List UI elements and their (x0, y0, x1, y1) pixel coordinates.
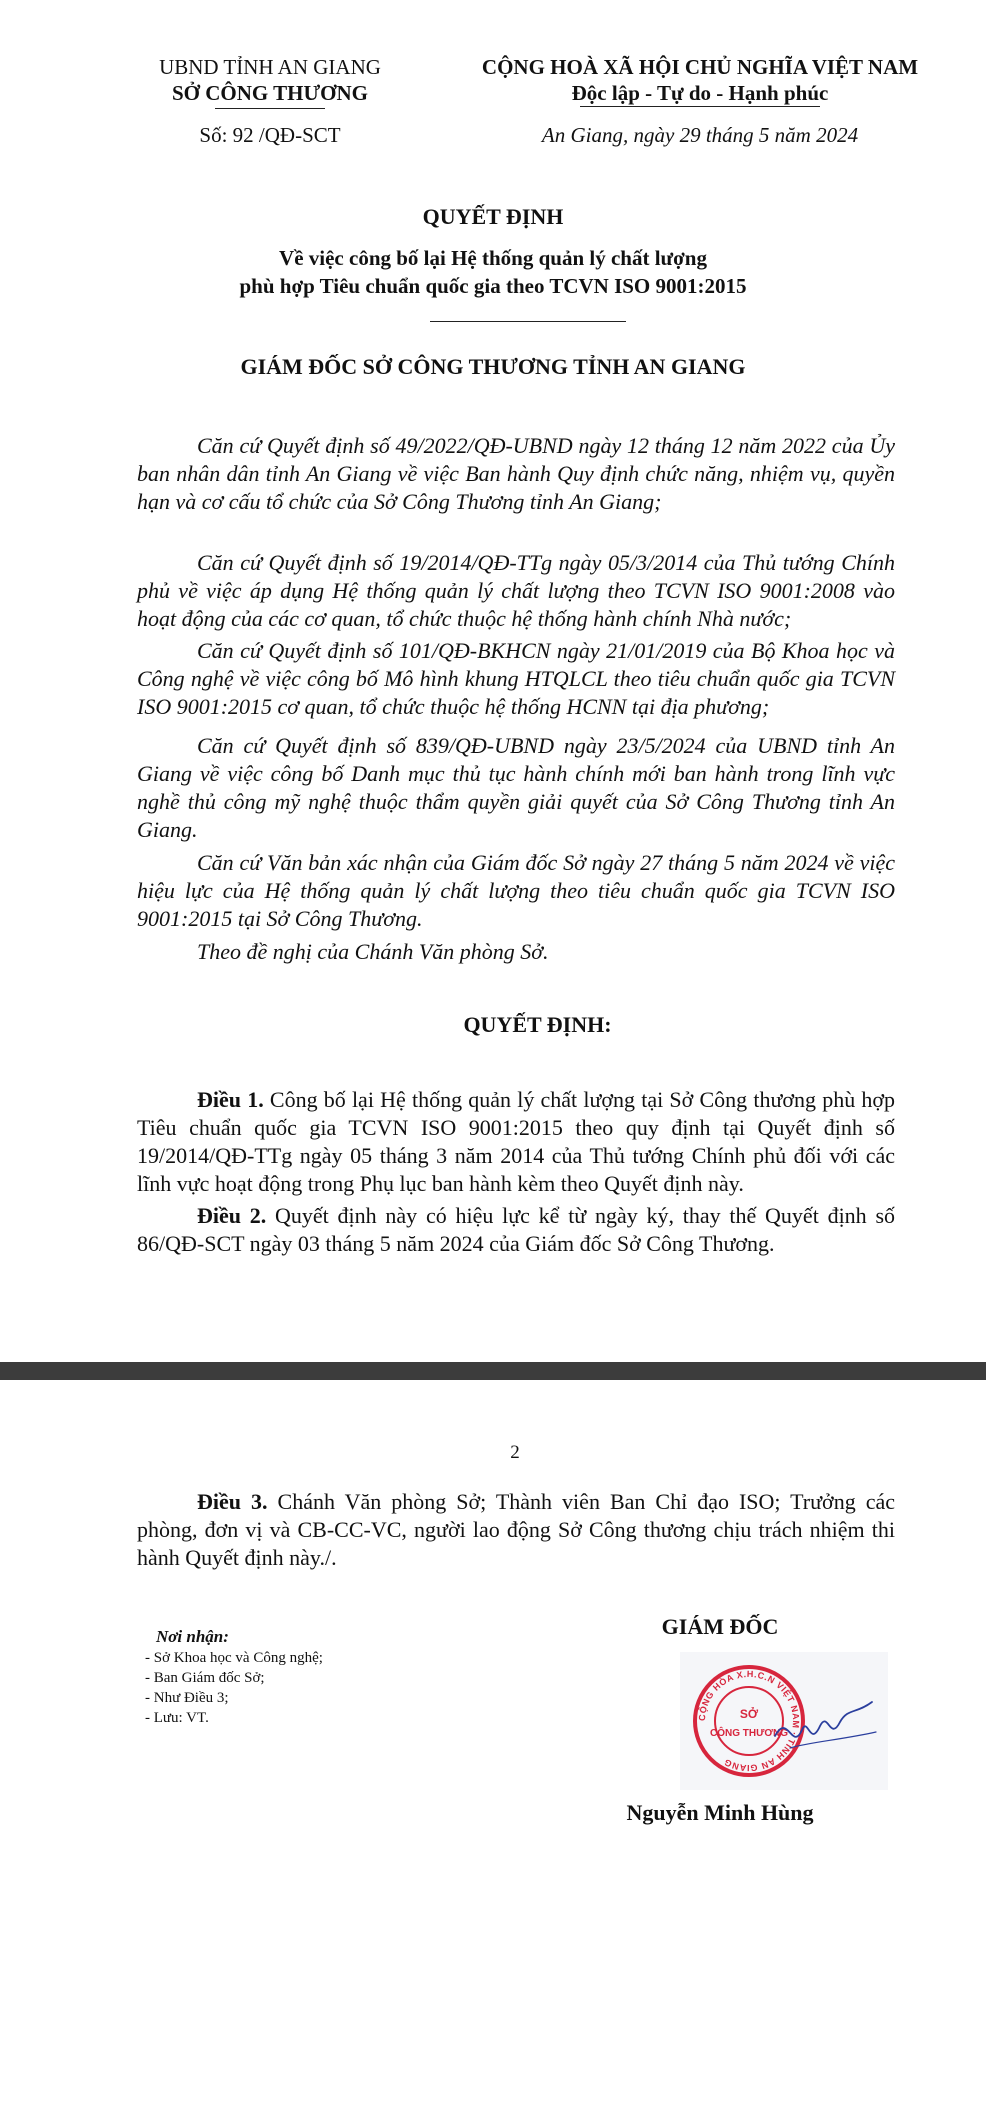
recipients-heading: Nơi nhận: (156, 1627, 229, 1646)
recipients-block (145, 1626, 323, 1728)
motto-underline (580, 106, 820, 107)
signer-name: Nguyễn Minh Hùng (626, 1800, 814, 1825)
preamble-text: Căn cứ Quyết định số 19/2014/QĐ-TTg ngày 05/3/2014 của Thủ tướng Chính phủ về việc áp dụng Hệ thống quản lý chất lượng theo TCVN ISO 9001:2008 vào hoạt động của các cơ quan, tổ chức thuộc hệ thống hành chính Nhà nước; (137, 550, 895, 631)
svg-text:SỞ: SỞ (739, 1707, 759, 1721)
decision-subject (0, 244, 986, 300)
article-3 (137, 1488, 895, 1572)
recipient-item: - Như Điều 3; (145, 1690, 229, 1706)
doc-number: Số: 92 /QĐ-SCT (199, 123, 341, 147)
article-label: Điều 2. (197, 1203, 267, 1228)
article-text: Chánh Văn phòng Sở; Thành viên Ban Chỉ đạo ISO; Trưởng các phòng, đơn vị và CB-CC-VC, người lao động Sở Công thương chịu trách nhiệm thi hành Quyết định này./. (137, 1489, 895, 1570)
article-text: Quyết định này có hiệu lực kể từ ngày ký, thay thế Quyết định số 86/QĐ-SCT ngày 03 tháng 5 năm 2024 của Giám đốc Sở Công Thương. (137, 1203, 896, 1256)
recipient-item: - Sở Khoa học và Công nghệ; (145, 1650, 323, 1666)
org-underline (215, 108, 325, 109)
preamble-item (137, 938, 895, 966)
page-number: 2 (510, 1442, 520, 1463)
article-label: Điều 3. (197, 1489, 268, 1514)
decision-title: QUYẾT ĐỊNH (422, 204, 564, 229)
svg-text:CÔNG THƯƠNG: CÔNG THƯƠNG (710, 1728, 788, 1739)
preamble-text: Căn cứ Văn bản xác nhận của Giám đốc Sở ngày 27 tháng 5 năm 2024 về việc hiệu lực của Hệ thống quản lý chất lượng theo tiêu chuẩn quốc gia TCVN ISO 9001:2015 tại Sở Công Thương. (137, 850, 895, 931)
stamp-area (680, 1652, 888, 1790)
article-2 (137, 1202, 895, 1258)
preamble-text: Căn cứ Quyết định số 49/2022/QĐ-UBND ngày 12 tháng 12 năm 2022 của Ủy ban nhân dân tỉnh An Giang về việc Ban hành Quy định chức năng, nhiệm vụ, quyền hạn và cơ cấu tổ chức của Sở Công Thương tỉnh An Giang; (137, 433, 895, 514)
article-label: Điều 1. (197, 1087, 264, 1112)
decision-heading: QUYẾT ĐỊNH: (463, 1012, 612, 1037)
subject-line1: Về việc công bố lại Hệ thống quản lý chất lượng (279, 246, 707, 270)
title-underline (430, 321, 626, 322)
issuing-authority: GIÁM ĐỐC SỞ CÔNG THƯƠNG TỈNH AN GIANG (240, 354, 746, 379)
recipient-item: - Ban Giám đốc Sở; (145, 1670, 265, 1686)
national-motto: Độc lập - Tự do - Hạnh phúc (571, 81, 829, 105)
article-text: Công bố lại Hệ thống quản lý chất lượng tại Sở Công thương phù hợp Tiêu chuẩn quốc gia TCVN ISO 9001:2015 theo quy định tại Quyết định số 19/2014/QĐ-TTg ngày 05 tháng 3 năm 2014 của Thủ tướng Chính phủ đối với các lĩnh vực hoạt động trong Phụ lục ban hành kèm theo Quyết định này. (137, 1087, 896, 1196)
svg-text:CỘNG HÒA X.H.C.N VIỆT NAM · TỈ (697, 1669, 801, 1773)
preamble-item (137, 637, 895, 721)
signer-title: GIÁM ĐỐC (661, 1614, 779, 1639)
org-line1: UBND TỈNH AN GIANG (159, 55, 381, 79)
document-page-2 (0, 1380, 986, 2126)
subject-line2: phù hợp Tiêu chuẩn quốc gia theo TCVN ISO 9001:2015 (239, 274, 747, 298)
preamble-text: Theo đề nghị của Chánh Văn phòng Sở. (197, 939, 549, 964)
preamble-item (137, 432, 895, 516)
preamble-text: Căn cứ Quyết định số 101/QĐ-BKHCN ngày 21/01/2019 của Bộ Khoa học và Công nghệ về việc công bố Mô hình khung HTQLCL theo tiêu chuẩn quốc gia TCVN ISO 9001:2015 cơ quan, tổ chức thuộc hệ thống HCNN tại địa phương; (137, 638, 895, 719)
preamble-item (137, 549, 895, 633)
stamp-seal (695, 1667, 803, 1775)
place-date: An Giang, ngày 29 tháng 5 năm 2024 (541, 123, 859, 147)
org-block (120, 54, 420, 106)
country-name: CỘNG HOÀ XÃ HỘI CHỦ NGHĨA VIỆT NAM (481, 55, 919, 79)
recipient-item: - Lưu: VT. (145, 1710, 209, 1726)
official-stamp (680, 1652, 888, 1790)
article-1 (137, 1086, 895, 1198)
preamble-item (137, 732, 895, 844)
page-break-divider (0, 1362, 986, 1380)
org-line2: SỞ CÔNG THƯƠNG (171, 81, 369, 105)
preamble-text: Căn cứ Quyết định số 839/QĐ-UBND ngày 23/5/2024 của UBND tỉnh An Giang về việc công bố Danh mục thủ tục hành chính mới ban hành trong lĩnh vực nghề thủ công mỹ nghệ thuộc thẩm quyền giải quyết của Sở Công Thương tỉnh An Giang. (137, 733, 895, 842)
preamble-item (137, 849, 895, 933)
stamp-ring-text: CỘNG HÒA X.H.C.N VIỆT NAM · TỈNH AN GIANG (696, 1668, 802, 1774)
